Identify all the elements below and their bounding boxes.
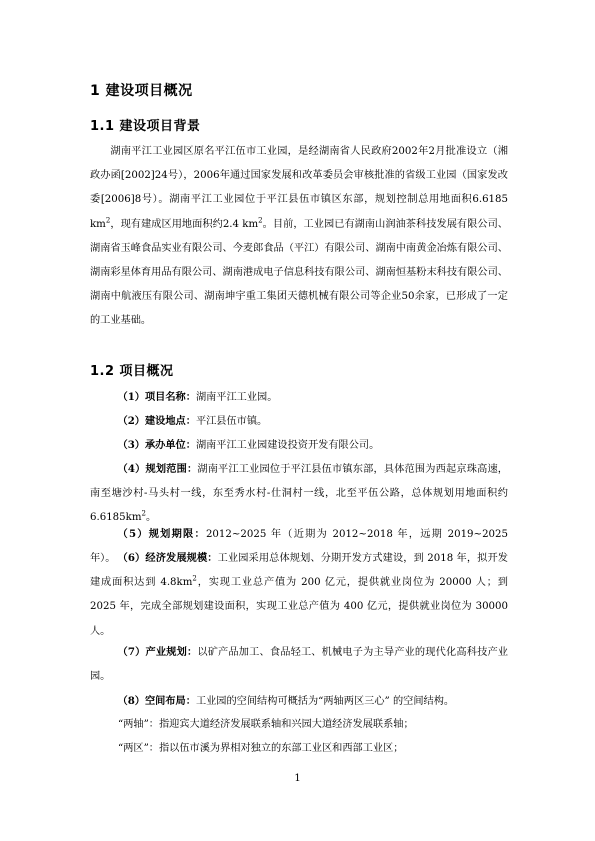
section-heading-overview: 1.2 项目概况 — [90, 364, 174, 379]
item-label: （3）承办单位： — [117, 439, 196, 451]
layout-two-zones: “两区”：指以伍市溪为界相对独立的东部工业区和西部工业区； — [118, 743, 404, 754]
item-label: （1）项目名称： — [117, 391, 196, 403]
item-label: （8）空间布局： — [117, 695, 196, 707]
overview-item-name — [90, 385, 508, 410]
background-text-a: 湖南平江工业园区原名平江伍市工业园，是经湖南省人民政府2002年2月批准设立（湘政办函[2002]24号），2006年通过国家发展和改革委员会审核批准的省级工业园（国家发改委[2006]8号）。湖南平江工业园位于平江县伍市镇区东部，规划控制总用地面积6.6185 km — [90, 146, 508, 230]
overview-item-layout — [90, 689, 508, 714]
item-text: 平江县伍市镇。 — [195, 416, 268, 427]
item-text: 工业园采用总体规划、分期开发方式建设，到 2018 年，拟开发建成面积达到 4.8km — [90, 553, 508, 589]
chapter-heading: 1 建设项目概况 — [90, 83, 193, 99]
item-text-cont: ，实现工业总产值为 200 亿元，提供就业岗位为 20000 人；到 2025 年，完成全部规划建设面积，实现工业总产值为 400 亿元，提供就业岗位为 30000 人。 — [90, 577, 508, 637]
item-text: 湖南平江工业园位于平江县伍市镇东部，具体范围为西起京珠高速，南至塘沙村-马头村一线，东至秀水村-仕洞村一线，北至平伍公路，总体规划用地面积约 6.6185km — [90, 464, 508, 524]
item-text: 2012~2025 年（近期为 2012~2018 年，远期 2019~2025 年）。 — [90, 529, 508, 565]
area-unit-superscript: 2 — [141, 510, 146, 519]
area-unit-superscript: 2 — [192, 574, 197, 583]
overview-item-organizer — [90, 433, 508, 458]
layout-two-axes: “两轴”：指迎宾大道经济发展联系轴和兴园大道经济发展联系轴； — [118, 719, 414, 730]
area-unit-superscript: 2 — [105, 216, 111, 225]
item-text-end: 。 — [145, 512, 157, 524]
background-text-c: 。目前，工业园已有湖南山润油茶科技发展有限公司、湖南省玉峰食品实业有限公司、今麦郎食品（平江）有限公司、湖南中南黄金冶炼有限公司、湖南彩星体育用品有限公司、湖南港成电子信息科技有限公司、湖南恒基粉末科技有限公司、湖南中航液压有限公司、湖南坤宇重工集团天德机械有限公司等企业50余家，已形成了一定的工业基础。 — [90, 218, 508, 327]
background-paragraph — [90, 140, 508, 334]
overview-item-industry — [90, 640, 508, 689]
overview-item-economic-scale — [90, 546, 508, 644]
item-label: （5）规划期限： — [117, 528, 206, 540]
item-label: （7）产业规划： — [117, 646, 198, 658]
item-label: （2）建设地点： — [117, 415, 196, 427]
page-number: 1 — [294, 773, 301, 784]
overview-item-location — [90, 409, 508, 434]
area-unit-superscript: 2 — [258, 216, 263, 225]
background-text-b: ，现有建成区用地面积约2.4 km — [110, 218, 259, 230]
item-text: 以矿产品加工、食品轻工、机械电子为主导产业的现代化高科技产业园。 — [90, 647, 508, 683]
item-label: （4）规划范围： — [117, 463, 198, 475]
overview-item-scope — [90, 457, 508, 531]
item-text: 湖南平江工业园建设投资开发有限公司。 — [195, 440, 380, 451]
section-heading-background: 1.1 建设项目背景 — [90, 119, 201, 134]
item-text: 工业园的空间结构可概括为“两轴两区三心” 的空间结构。 — [195, 696, 455, 707]
item-label: （6）经济发展规模： — [117, 552, 218, 564]
item-text: 湖南平江工业园。 — [195, 392, 278, 403]
